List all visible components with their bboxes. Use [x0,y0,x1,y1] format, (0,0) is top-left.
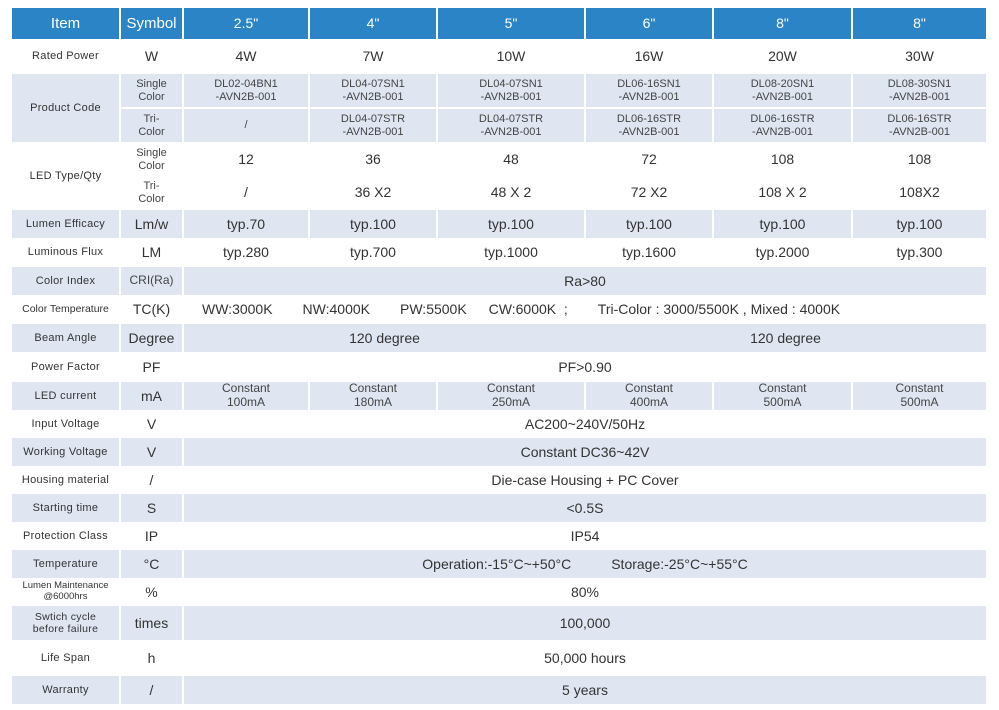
code-line: -AVN2B-001 [752,125,813,138]
header-size: 6" [585,8,713,40]
row-switch-cycle [12,605,987,641]
row-symbol: Lm/w [120,209,183,239]
row-life-span [12,641,987,675]
cell: typ.1000 [437,239,585,266]
cell [309,381,437,411]
cell: typ.1600 [585,239,713,266]
cell: 108X2 [852,176,987,209]
cell [183,108,309,143]
row-protection-class [12,523,987,549]
cur-line: Constant [624,381,674,396]
row-symbol: W [120,40,183,73]
cell: Constant DC36~42V [183,437,987,467]
row-warranty [12,675,987,705]
row-label: Lumen Efficacy [12,209,120,239]
code-line: DL08-30SN1 [887,77,952,90]
header-size: 8" [852,8,987,40]
row-product-code-tri [12,108,987,143]
row-sublabel [120,176,183,209]
cell: 5 years [183,675,987,705]
cell: AC200~240V/50Hz [183,411,987,437]
row-label: Temperature [12,549,120,579]
cell: / [183,176,309,209]
cell [183,549,987,579]
cell [713,73,852,108]
code-line: DL08-20SN1 [750,77,815,90]
cell: 7W [309,40,437,73]
row-label: Housing material [12,467,120,493]
header-item: Item [12,8,120,40]
cell: IP54 [183,523,987,549]
cell: <0.5S [183,493,987,523]
cell: 30W [852,40,987,73]
ct-cw: CW:6000K ; [488,301,568,318]
row-label: Power Factor [12,353,120,381]
cur-line: Constant [758,381,807,396]
sublabel-text: Single Color [136,77,167,103]
code-line: -AVN2B-001 [480,90,542,103]
sublabel-text: Tri- Color [138,179,165,205]
row-symbol: CRI(Ra) [120,266,183,296]
cur-line: Constant [486,381,536,396]
cell: 100,000 [183,605,987,641]
row-color-index [12,266,987,296]
code-line: DL06-16SN1 [617,77,681,90]
row-label: Product Code [12,73,120,143]
row-symbol: V [120,437,183,467]
row-label: Input Voltage [12,411,120,437]
header-size: 5" [437,8,585,40]
cell: typ.280 [183,239,309,266]
row-symbol: PF [120,353,183,381]
label-line: Swtich cycle [34,610,97,623]
cell: typ.100 [309,209,437,239]
row-symbol: h [120,641,183,675]
row-color-temperature [12,296,987,323]
cell: typ.100 [852,209,987,239]
cell: 108 [852,143,987,176]
cell [309,73,437,108]
sublabel-text: Tri- Color [138,112,165,138]
row-label: Warranty [12,675,120,705]
row-symbol: LM [120,239,183,266]
header-size: 8" [713,8,852,40]
cell: Ra>80 [183,266,987,296]
row-label: Protection Class [12,523,120,549]
cell [183,381,309,411]
cell: 48 X 2 [437,176,585,209]
row-sublabel [120,73,183,108]
cell [585,381,713,411]
cell: 16W [585,40,713,73]
cell: 120 degree [585,323,987,353]
cell: typ.700 [309,239,437,266]
cell [437,108,585,143]
cur-line: 180mA [353,395,393,409]
cell: typ.100 [585,209,713,239]
row-label: Working Voltage [12,437,120,467]
cell: 50,000 hours [183,641,987,675]
row-beam-angle [12,323,987,353]
code-line: DL04-07STR [340,112,406,125]
code-line: DL04-07SN1 [479,77,543,90]
cur-line: 400mA [629,395,669,409]
row-symbol: V [120,411,183,437]
row-symbol: °C [120,549,183,579]
code-line: DL02-04BN1 [214,77,278,90]
cur-line: 250mA [491,395,531,409]
row-rated-power [12,40,987,73]
cell [852,381,987,411]
cell: 80% [183,579,987,605]
cur-line: Constant [348,381,398,396]
cell [852,108,987,143]
row-led-type-single [12,143,987,176]
cell: Die-case Housing + PC Cover [183,467,987,493]
cell [585,108,713,143]
code-line: DL06-16STR [750,112,815,125]
cell: 72 X2 [585,176,713,209]
cell: 108 [713,143,852,176]
cell: typ.2000 [713,239,852,266]
row-label [12,605,120,641]
temp-operation: Operation:-15°C~+50°C [422,555,572,572]
row-symbol: / [120,467,183,493]
header-row [12,8,987,40]
row-symbol: IP [120,523,183,549]
cell [713,108,852,143]
row-label: Rated Power [12,40,120,73]
cell [183,73,309,108]
row-housing-material [12,467,987,493]
row-lumen-maintenance [12,579,987,605]
row-led-type-tri [12,176,987,209]
ct-nw: NW:4000K [302,301,370,318]
cur-line: Constant [221,381,271,396]
ct-ww: WW:3000K [202,301,273,318]
code-line: DL06-16STR [887,112,952,125]
cell: 108 X 2 [713,176,852,209]
row-label: Color Temperature [12,296,120,323]
row-product-code-single [12,73,987,108]
row-label: Starting time [12,493,120,523]
row-symbol: times [120,605,183,641]
row-symbol: mA [120,381,183,411]
row-luminous-flux [12,239,987,266]
row-sublabel [120,143,183,176]
row-power-factor [12,353,987,381]
row-symbol: / [120,675,183,705]
cell [437,381,585,411]
ct-tri: Tri-Color : 3000/5500K , Mixed : 4000K [597,301,841,318]
code-line: / [244,119,248,132]
row-temperature [12,549,987,579]
cur-line: 100mA [226,395,266,409]
ct-pw: PW:5500K [400,301,467,318]
cell: typ.70 [183,209,309,239]
code-line: -AVN2B-001 [215,90,277,103]
code-line: -AVN2B-001 [889,90,950,103]
row-lumen-efficacy [12,209,987,239]
row-label: LED current [12,381,120,411]
temp-storage: Storage:-25°C~+55°C [611,555,748,572]
cell: 20W [713,40,852,73]
cell: 120 degree [183,323,585,353]
code-line: DL04-07STR [478,112,544,125]
cell: 10W [437,40,585,73]
cell: 72 [585,143,713,176]
cell [309,108,437,143]
header-size: 4" [309,8,437,40]
cell: 12 [183,143,309,176]
cell [585,73,713,108]
spec-table [12,8,988,706]
code-line: -AVN2B-001 [618,90,680,103]
row-symbol: Degree [120,323,183,353]
row-led-current [12,381,987,411]
cell: 48 [437,143,585,176]
cell [183,296,987,323]
row-sublabel [120,108,183,143]
code-line: -AVN2B-001 [480,125,542,138]
label-line: Lumen Maintenance [22,580,109,592]
cur-line: Constant [895,381,944,396]
code-line: -AVN2B-001 [342,125,404,138]
code-line: -AVN2B-001 [752,90,813,103]
code-line: -AVN2B-001 [618,125,680,138]
cur-line: 500mA [900,395,939,409]
code-line: DL06-16STR [616,112,682,125]
cell: 4W [183,40,309,73]
cell [852,73,987,108]
row-input-voltage [12,411,987,437]
row-symbol: S [120,493,183,523]
cell: typ.100 [713,209,852,239]
row-label: Life Span [12,641,120,675]
row-label: LED Type/Qty [12,143,120,209]
header-symbol: Symbol [120,8,183,40]
cell: typ.300 [852,239,987,266]
cell: 36 [309,143,437,176]
header-size: 2.5" [183,8,309,40]
row-working-voltage [12,437,987,467]
row-label: Luminous Flux [12,239,120,266]
row-label: Color Index [12,266,120,296]
code-line: -AVN2B-001 [889,125,950,138]
row-label: Beam Angle [12,323,120,353]
cur-line: 500mA [763,395,802,409]
sublabel-text: Single Color [136,146,167,172]
label-line: @6000hrs [43,591,88,602]
cell: PF>0.90 [183,353,987,381]
code-line: -AVN2B-001 [342,90,404,103]
cell [713,381,852,411]
row-starting-time [12,493,987,523]
cell [437,73,585,108]
code-line: DL04-07SN1 [341,77,405,90]
row-symbol: % [120,579,183,605]
row-symbol: TC(K) [120,296,183,323]
row-label [12,579,120,605]
cell: typ.100 [437,209,585,239]
cell: 36 X2 [309,176,437,209]
label-line: before failure [32,623,99,635]
